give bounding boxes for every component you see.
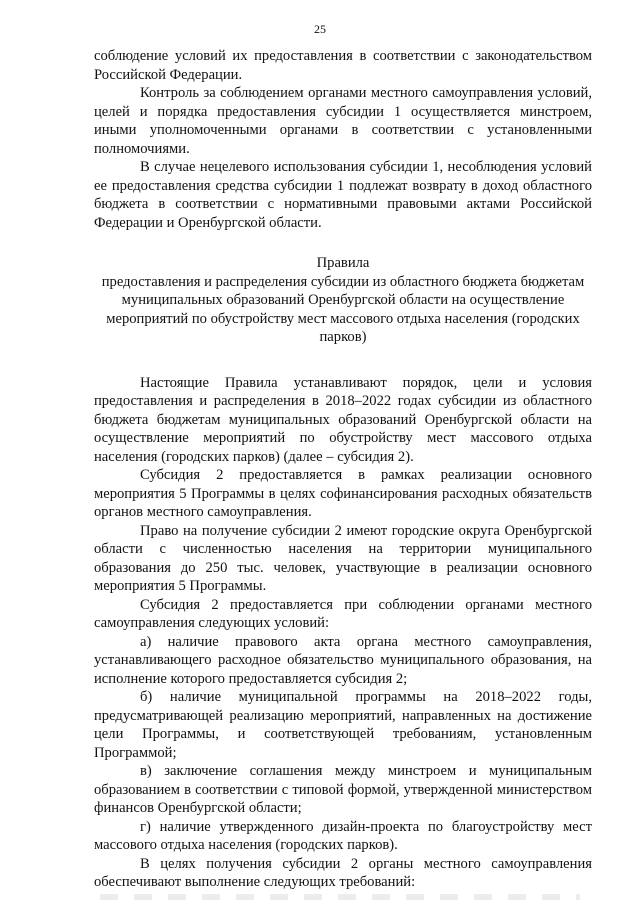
paragraph-requirements: В целях получения субсидии 2 органы местного самоуправления обеспечивают выполнение следующих требований: (94, 855, 592, 890)
scan-artifact (100, 894, 580, 900)
section-subtitle: предоставления и распределения субсидии из областного бюджета бюджетам муниципальных образований Оренбургской области на осуществление мероприятий по обустройству мест массового отдыха населения (городских парков) (101, 273, 585, 345)
paragraph-misuse: В случае нецелевого использования субсидии 1, несоблюдения условий ее предоставления средства субсидии 1 подлежат возврату в доход областного бюджета в соответствии с нормативными правовыми актами Российской Федерации и Оренбургской области. (94, 159, 592, 231)
document-body (94, 47, 592, 892)
paragraph-conditions: Субсидия 2 предоставляется при соблюдении органами местного самоуправления следующих условий: (94, 596, 592, 631)
section-title: Правила (316, 255, 370, 271)
paragraph-control: Контроль за соблюдением органами местного самоуправления условий, целей и порядка предоставления субсидии 1 осуществляется минстроем, иными уполномоченными органами в соответствии с установленными полномочиями. (94, 85, 592, 157)
paragraph-eligibility: Право на получение субсидии 2 имеют городские округа Оренбургской области с численностью населения на территории муниципального образования до 250 тыс. человек, участвующие в реализации основного мероприятия 5 Программы. (94, 522, 592, 594)
list-item-b: б) наличие муниципальной программы на 2018–2022 годы, предусматривающей реализацию мероприятий, направленных на достижение цели Программы, и соответствующей требованиям, установленным Программой; (94, 689, 592, 761)
paragraph-framework: Субсидия 2 предоставляется в рамках реализации основного мероприятия 5 Программы в целях софинансирования расходных обязательств органов местного самоуправления. (94, 467, 592, 520)
list-item-g: г) наличие утвержденного дизайн-проекта по благоустройству мест массового отдыха населения (городских парков). (94, 818, 592, 853)
page-number: 25 (314, 22, 326, 36)
list-item-v: в) заключение соглашения между минстроем и муниципальным образованием в соответствии с типовой формой, утвержденной министерством финансов Оренбургской области; (94, 763, 592, 816)
list-item-a: а) наличие правового акта органа местного самоуправления, устанавливающего расходное обязательство муниципального образования, на исполнение которого предоставляется субсидия 2; (94, 633, 592, 687)
paragraph-continuation: соблюдение условий их предоставления в соответствии с законодательством Российской Федерации. (94, 48, 592, 83)
paragraph-intro: Настоящие Правила устанавливают порядок, цели и условия предоставления и распределения в 2018–2022 годах субсидии из областного бюджета бюджетам муниципальных образований Оренбургской области на осуществление мероприятий по обустройству мест массового отдыха населения (городских парков) (далее – субсидия 2). (94, 374, 592, 465)
